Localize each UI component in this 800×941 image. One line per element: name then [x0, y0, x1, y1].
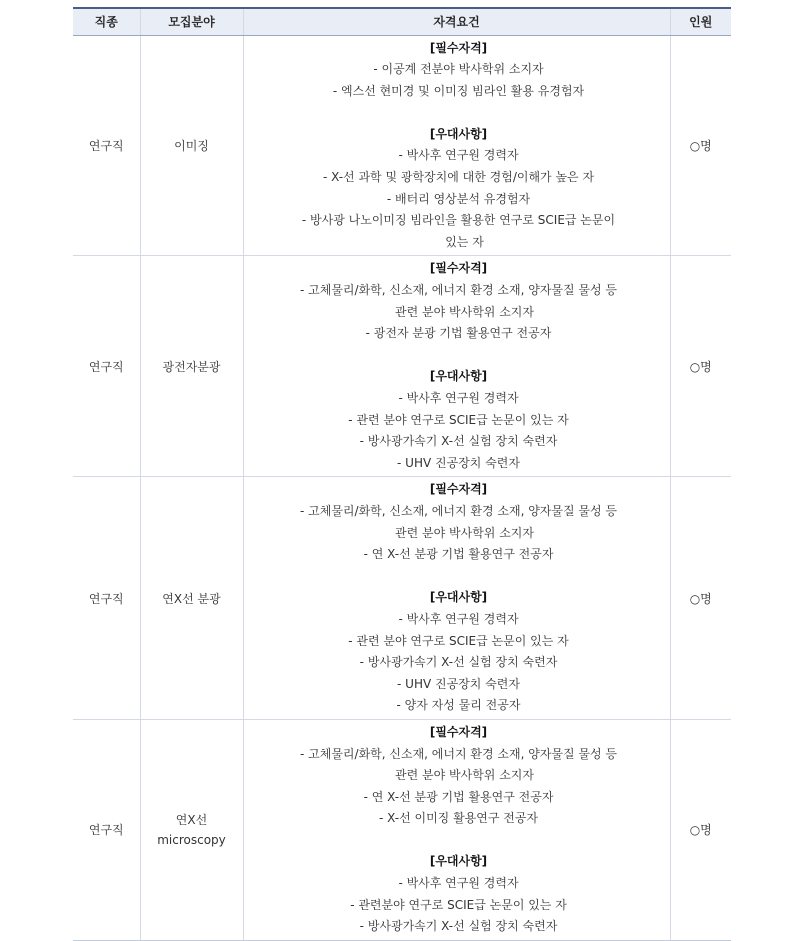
- section-heading: [필수자격]: [429, 482, 488, 497]
- section-heading: [우대사항]: [429, 854, 488, 869]
- requirement-line: - 고체물리/화학, 신소재, 에너지 환경 소재, 양자물질 물성 등: [300, 503, 617, 518]
- field-cell: 연X선 분광: [140, 477, 243, 720]
- count-cell: ○명: [670, 256, 731, 477]
- requirement-line: - 박사후 연구원 경력자: [398, 148, 519, 163]
- requirements-cell: [243, 35, 670, 256]
- table-row: [73, 256, 731, 477]
- header-requirements: 자격요건: [243, 8, 670, 35]
- header-job-type: 직종: [73, 8, 140, 35]
- header-field: 모집분야: [140, 8, 243, 35]
- requirement-line: - 방사광가속기 X-선 실험 장치 숙련자: [359, 655, 558, 670]
- blank-line: [248, 102, 670, 124]
- count-cell: ○명: [670, 35, 731, 256]
- requirement-line: - 엑스선 현미경 및 이미징 빔라인 활용 유경험자: [332, 83, 585, 98]
- requirement-line: - UHV 진공장치 숙련자: [397, 455, 520, 470]
- section-heading: [우대사항]: [429, 590, 488, 605]
- requirement-line: - 방사광가속기 X-선 실험 장치 숙련자: [359, 434, 558, 449]
- section-heading: [필수자격]: [429, 261, 488, 276]
- requirement-line: - 이공계 전분야 박사학위 소지자: [373, 62, 544, 77]
- recruitment-table: [73, 7, 731, 941]
- requirement-line: - 박사후 연구원 경력자: [398, 611, 519, 626]
- section-heading: [우대사항]: [429, 369, 488, 384]
- requirement-line: 있는 자: [445, 234, 484, 249]
- requirement-line: - 관련 분야 연구로 SCIE급 논문이 있는 자: [348, 412, 569, 427]
- section-heading: [필수자격]: [429, 724, 488, 739]
- table-row: [73, 35, 731, 256]
- requirement-line: 관련 분야 박사학위 소지자: [395, 304, 534, 319]
- job-type-cell: 연구직: [73, 256, 140, 477]
- job-type-cell: 연구직: [73, 719, 140, 940]
- job-type-cell: 연구직: [73, 477, 140, 720]
- table-row: [73, 719, 731, 940]
- requirement-line: - 광전자 분광 기법 활용연구 전공자: [365, 326, 552, 341]
- requirement-line: - 박사후 연구원 경력자: [398, 391, 519, 405]
- section-heading: [필수자격]: [429, 40, 488, 55]
- field-line: 연X선: [175, 812, 208, 827]
- requirement-line: - 관련 분야 연구로 SCIE급 논문이 있는 자: [348, 633, 569, 648]
- requirement-line: - 연 X-선 분광 기법 활용연구 전공자: [363, 547, 554, 562]
- header-count: 인원: [670, 8, 731, 35]
- blank-line: [248, 345, 670, 367]
- requirement-line: - 고체물리/화학, 신소재, 에너지 환경 소재, 양자물질 물성 등: [300, 746, 617, 761]
- field-cell: 이미징: [140, 35, 243, 256]
- requirement-line: - UHV 진공장치 숙련자: [397, 676, 520, 691]
- blank-line: [248, 566, 670, 588]
- section-heading: [우대사항]: [429, 126, 488, 141]
- table-row: [73, 477, 731, 720]
- table-header-row: [73, 8, 731, 35]
- requirement-line: - X-선 이미징 활용연구 전공자: [378, 811, 539, 826]
- field-line: microscopy: [157, 832, 226, 847]
- requirement-line: - 방사광 나노이미징 빔라인을 활용한 연구로 SCIE급 논문이: [301, 213, 616, 228]
- count-cell: ○명: [670, 477, 731, 720]
- requirement-line: - X-선 과학 및 광학장치에 대한 경험/이해가 높은 자: [322, 170, 595, 185]
- job-type-cell: 연구직: [73, 35, 140, 256]
- requirement-line: - 박사후 연구원 경력자: [398, 876, 519, 891]
- requirement-line: - 배터리 영상분석 유경험자: [386, 191, 531, 206]
- requirements-cell: [243, 477, 670, 720]
- requirement-line: 관련 분야 박사학위 소지자: [395, 525, 534, 540]
- requirements-cell: [243, 256, 670, 477]
- requirement-line: - 관련분야 연구로 SCIE급 논문이 있는 자: [350, 897, 567, 912]
- field-cell: [140, 719, 243, 940]
- requirement-line: - 연 X-선 분광 기법 활용연구 전공자: [363, 789, 554, 804]
- blank-line: [248, 830, 670, 852]
- field-cell: 광전자분광: [140, 256, 243, 477]
- requirements-cell: [243, 719, 670, 940]
- requirement-line: - 양자 자성 물리 전공자: [396, 698, 521, 713]
- requirement-line: - 방사광가속기 X-선 실험 장치 숙련자: [359, 919, 558, 934]
- requirement-line: 관련 분야 박사학위 소지자: [395, 768, 534, 783]
- requirement-line: - 고체물리/화학, 신소재, 에너지 환경 소재, 양자물질 물성 등: [300, 283, 617, 298]
- count-cell: ○명: [670, 719, 731, 940]
